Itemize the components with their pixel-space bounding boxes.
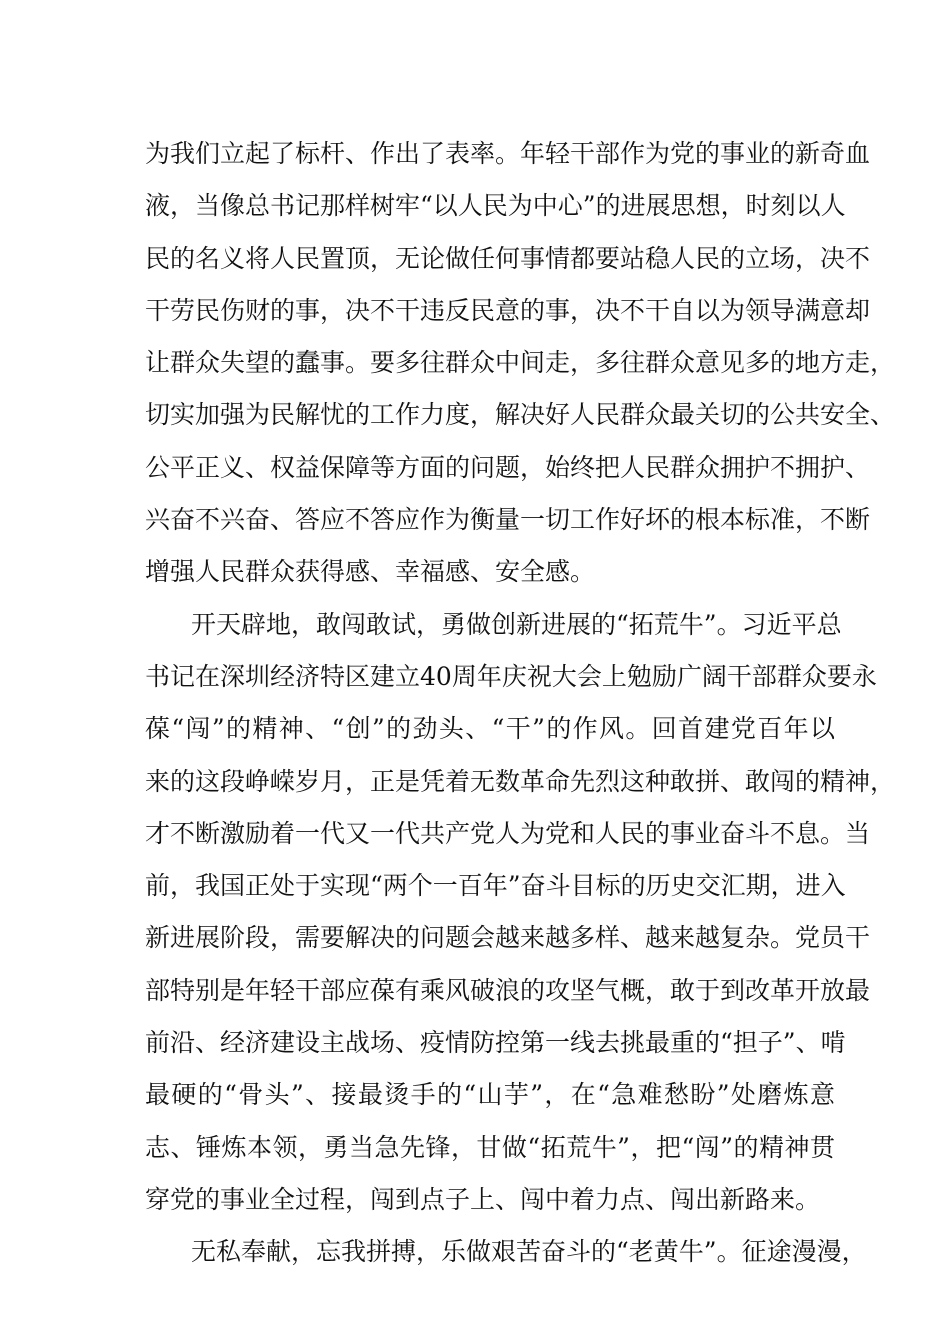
- text-line: 民的名义将人民置顶，无论做任何事情都要站稳人民的立场，决不: [145, 243, 871, 273]
- text-line: 志、锤炼本领，勇当急先锋，甘做“拓荒牛”，把“闯”的精神贯: [145, 1132, 835, 1162]
- paragraph: [145, 128, 896, 599]
- paragraph: [145, 599, 896, 1227]
- text-line: 公平正义、权益保障等方面的问题，始终把人民群众拥护不拥护、: [145, 452, 871, 482]
- text-line: 书记在深圳经济特区建立40周年庆祝大会上勉励广阔干部群众要永: [145, 661, 877, 691]
- text-line: 来的这段峥嵘岁月，正是凭着无数革命先烈这种敢拼、敢闯的精神，: [145, 766, 896, 796]
- text-line: 为我们立起了标杆、作出了表率。年轻干部作为党的事业的新奇血: [145, 139, 871, 168]
- document-body: [145, 128, 896, 1279]
- text-line: 增强人民群众获得感、幸福感、安全感。: [145, 557, 596, 587]
- paragraph: [145, 1226, 867, 1278]
- text-line: 葆“闯”的精神、“创”的劲头、“干”的作风。回首建党百年以: [145, 714, 835, 744]
- text-line: 液，当像总书记那样树牢“以人民为中心”的进展思想，时刻以人: [145, 191, 846, 221]
- text-line: 才不断激励着一代又一代共产党人为党和人民的事业奋斗不息。当: [145, 818, 871, 848]
- text-line: 部特别是年轻干部应葆有乘风破浪的攻坚气概，敢于到改革开放最: [145, 975, 871, 1005]
- text-line: 最硬的“骨头”、接最烫手的“山芋”，在“急难愁盼”处磨炼意: [145, 1080, 835, 1110]
- text-line: 开天辟地，敢闯敢试，勇做创新进展的“拓荒牛”。习近平总: [191, 609, 842, 639]
- text-line: 让群众失望的蠢事。要多往群众中间走，多往群众意见多的地方走，: [145, 348, 896, 378]
- text-line: 兴奋不兴奋、答应不答应作为衡量一切工作好坏的根本标准，不断: [145, 505, 871, 535]
- text-line: 无私奉献，忘我拼搏，乐做艰苦奋斗的“老黄牛”。征途漫漫，: [191, 1237, 867, 1267]
- text-line: 新进展阶段，需要解决的问题会越来越多样、越来越复杂。党员干: [145, 923, 871, 953]
- text-line: 干劳民伤财的事，决不干违反民意的事，决不干自以为领导满意却: [145, 295, 871, 325]
- text-line: 切实加强为民解忧的工作力度，解决好人民群众最关切的公共安全、: [145, 400, 896, 430]
- text-line: 前，我国正处于实现“两个一百年”奋斗目标的历史交汇期，进入: [145, 871, 846, 901]
- text-line: 前沿、经济建设主战场、疫情防控第一线去挑最重的“担子”、啃: [145, 1028, 846, 1058]
- text-line: 穿党的事业全过程，闯到点子上、闯中着力点、闯出新路来。: [145, 1184, 821, 1214]
